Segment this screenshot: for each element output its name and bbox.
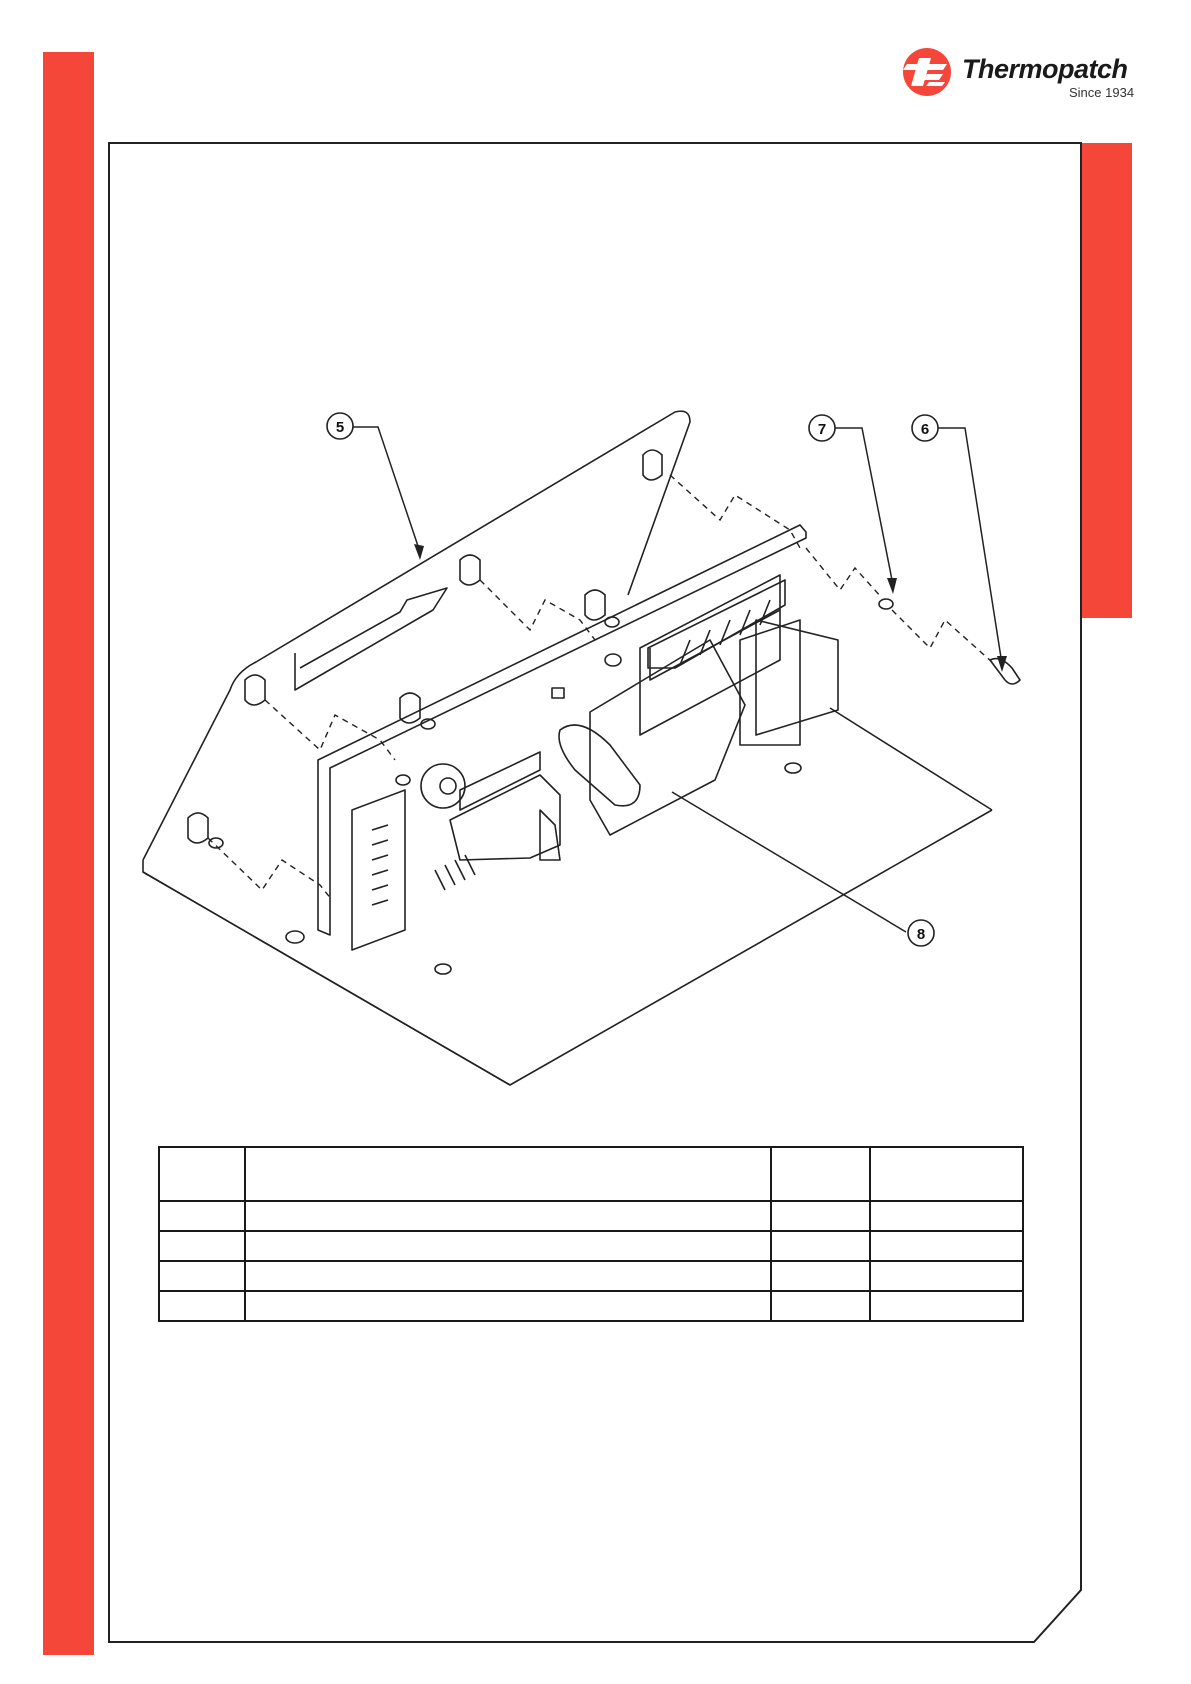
header-cell bbox=[159, 1147, 245, 1201]
table-cell bbox=[159, 1261, 245, 1291]
header-cell bbox=[245, 1147, 771, 1201]
table-cell bbox=[159, 1231, 245, 1261]
table-row bbox=[159, 1261, 1023, 1291]
table-cell bbox=[245, 1291, 771, 1321]
parts-table-header bbox=[159, 1147, 1023, 1201]
table-cell bbox=[870, 1201, 1023, 1231]
table-row bbox=[159, 1291, 1023, 1321]
table-row bbox=[159, 1201, 1023, 1231]
table-cell bbox=[870, 1261, 1023, 1291]
standoffs bbox=[188, 450, 662, 848]
bracket-back-plate bbox=[143, 411, 690, 860]
callout-5-label: 5 bbox=[335, 419, 345, 436]
screw-part-6 bbox=[990, 659, 1020, 684]
callout-6-label: 6 bbox=[920, 421, 930, 438]
table-cell bbox=[771, 1231, 871, 1261]
table-cell bbox=[245, 1261, 771, 1291]
terminal-block-left bbox=[352, 790, 405, 950]
table-cell bbox=[245, 1201, 771, 1231]
callout-8-label: 8 bbox=[916, 926, 926, 943]
table-cell bbox=[159, 1201, 245, 1231]
parts-list-table bbox=[158, 1146, 1024, 1322]
washer-part-7 bbox=[879, 599, 893, 609]
callout-7-label: 7 bbox=[817, 421, 827, 438]
pcb-board bbox=[318, 525, 806, 935]
table-cell bbox=[870, 1291, 1023, 1321]
table-cell bbox=[159, 1291, 245, 1321]
table-cell bbox=[771, 1291, 871, 1321]
pcb-component-block bbox=[590, 640, 745, 835]
table-cell bbox=[245, 1231, 771, 1261]
header-cell bbox=[870, 1147, 1023, 1201]
table-row bbox=[159, 1231, 1023, 1261]
table-cell bbox=[771, 1261, 871, 1291]
brand-tagline: Since 1934 bbox=[1069, 85, 1135, 100]
header-cell bbox=[771, 1147, 871, 1201]
terminal-block-right bbox=[648, 580, 785, 668]
table-cell bbox=[771, 1201, 871, 1231]
brand-name: Thermopatch bbox=[962, 54, 1128, 84]
table-cell bbox=[870, 1231, 1023, 1261]
